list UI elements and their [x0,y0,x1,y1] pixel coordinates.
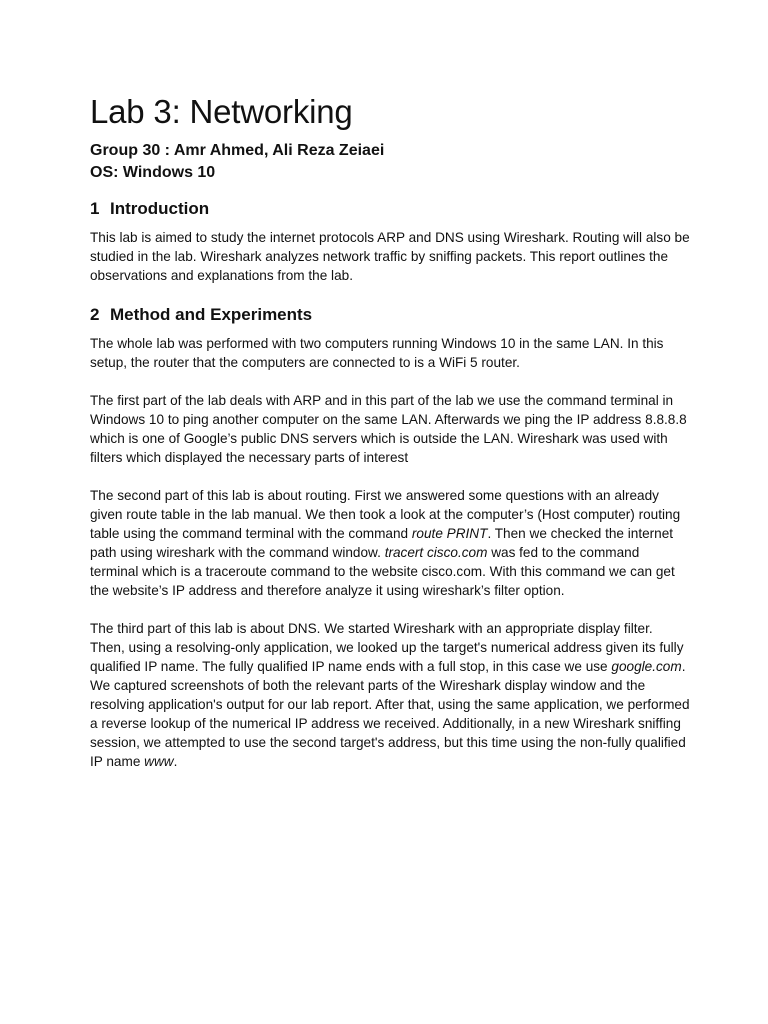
section-heading [90,304,690,326]
paragraph-text: The third part of this lab is about DNS. We started Wireshark with an appropriate display filter. Then, using a resolving-only application, we looked up the target's numerical address given its fully qualified IP name. The fully qualified IP name ends with a full stop, in this case we use [90,621,684,674]
group-line: Group 30 : Amr Ahmed, Ali Reza Zeiaei [90,142,385,159]
os-line: OS: Windows 10 [90,164,216,181]
paragraph-text: The first part of the lab deals with ARP and in this part of the lab we use the command terminal in Windows 10 to ping another computer on the same LAN. Afterwards we ping the IP address 8.8.8.8 which is one of Google’s public DNS servers which is outside the LAN. Wireshark was used with filters which displayed the necessary parts of interest [90,393,687,465]
paragraph-text: was fed to the command terminal which is a traceroute command to the website cisco.com. With this command we can get the website’s IP address and therefore analyze it using wireshark’s filter option. [90,545,675,598]
paragraph [90,486,690,600]
paragraph [90,391,690,467]
paragraph [90,334,690,372]
domain-name-text: www [144,754,174,769]
domain-name-text: google.com [611,659,682,674]
paragraph-text: . Then we checked the internet path using wireshark with the command window. [90,526,674,560]
section-number: 2 [90,305,100,324]
section-title: Method and Experiments [110,305,313,324]
paragraph [90,619,690,771]
command-text: route PRINT [411,526,488,541]
paragraph-text: . We captured screenshots of both the relevant parts of the Wireshark display window and the resolving application's output for our lab report. After that, using the same application, we performed a reverse lookup of the numerical IP address we received. Additionally, in a new Wireshark sniffing session, we attempted to use the second target's address, but this time using the non-fully qualified IP name [90,659,690,769]
paragraph-text: The second part of this lab is about routing. First we answered some questions with an already given route table in the lab manual. We then took a look at the computer’s (Host computer) routing table using the command terminal with the command [90,488,681,541]
section-introduction [90,198,690,285]
section-title: Introduction [110,199,210,218]
document-title: Lab 3: Networking [90,93,353,130]
section-number: 1 [90,199,100,218]
section-heading [90,198,690,220]
paragraph-text: The whole lab was performed with two computers running Windows 10 in the same LAN. In this setup, the router that the computers are connected to is a WiFi 5 router. [90,336,664,370]
section-method-and-experiments [90,304,690,771]
paragraph: This lab is aimed to study the internet protocols ARP and DNS using Wireshark. Routing will also be studied in the lab. Wireshark analyzes network traffic by sniffing packets. This report outlines the observations and explanations from the lab. [90,230,690,283]
paragraph-text: . [173,754,178,769]
document-body [90,92,690,771]
command-text: tracert cisco.com [384,545,488,560]
